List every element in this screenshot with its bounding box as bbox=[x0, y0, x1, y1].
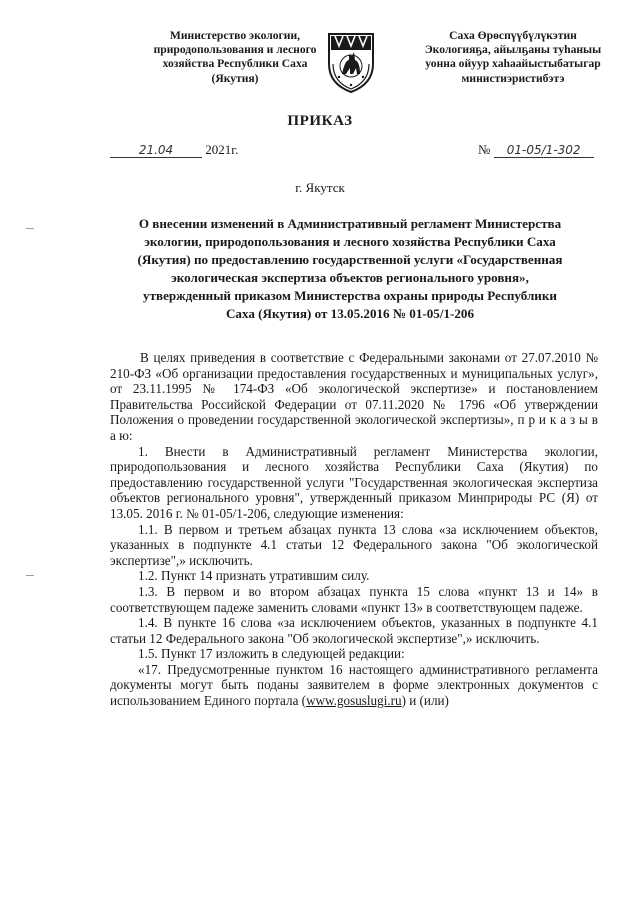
clause-1-4-paragraph: 1.4. В пункте 16 слова «за исключением объектов, указанных в подпункте 4.1 статьи 12 Федерального закона "Об экологической экспертизе",» исключить. bbox=[110, 615, 598, 646]
order-body bbox=[110, 350, 598, 709]
subject-line: экологии, природопользования и лесного хозяйства Республики Саха bbox=[144, 234, 556, 249]
order-date bbox=[110, 142, 238, 158]
clause-1-2-paragraph: 1.2. Пункт 14 признать утратившим силу. bbox=[138, 568, 370, 584]
clause-17-text: «17. Предусмотренные пунктом 16 настоящего административного регламента документы могут быть поданы заявителем в форме электронных документов с использованием Единого портала ( bbox=[110, 661, 598, 709]
subject-line: утвержденный приказом Министерства охраны природы Республики bbox=[143, 288, 557, 303]
scan-mark bbox=[26, 228, 34, 229]
ministry-name-ru-line: природопользования и лесного bbox=[153, 43, 317, 57]
ministry-name-ru-line: Министерство экологии, bbox=[169, 29, 301, 42]
subject-line: (Якутия) по предоставлению государственной услуги «Государственная bbox=[137, 252, 563, 267]
order-subject bbox=[100, 215, 600, 323]
clause-17-paragraph bbox=[110, 662, 598, 709]
city-label: г. Якутск bbox=[295, 180, 345, 195]
ministry-name-sah-line: Экологияҕа, айылҕаны туһаныы bbox=[424, 43, 602, 57]
scan-mark bbox=[26, 575, 34, 576]
clause-17-text-end: ) и (или) bbox=[401, 693, 449, 709]
document-title: ПРИКАЗ bbox=[287, 113, 353, 129]
number-sign: № bbox=[478, 142, 491, 157]
date-year: 2021г. bbox=[205, 142, 239, 157]
clause-1-1-paragraph: 1.1. В первом и третьем абзацах пункта 13 слова «за исключением объектов, указанных в подпункте 4.1 статьи 12 Федерального закона "Об экологической экспертизе",» исключить. bbox=[110, 521, 598, 568]
subject-line: Саха (Якутия) от 13.05.2016 № 01-05/1-206 bbox=[225, 306, 475, 321]
number-handwritten: 01-05/1-302 bbox=[494, 143, 594, 158]
gosuslugi-link[interactable]: www.gosuslugi.ru bbox=[306, 693, 402, 709]
subject-line: О внесении изменений в Административный регламент Министерства bbox=[138, 216, 562, 231]
ministry-name-sah-line: Саха Өрөспүүбүлүкэтин bbox=[449, 29, 577, 42]
subject-line: экологическая экспертиза объектов регионального уровня», bbox=[171, 270, 529, 285]
ministry-name-sah-line: уонна ойуур хаһаайыстыбатыгар bbox=[425, 57, 601, 71]
ministry-name-yakut bbox=[400, 29, 626, 86]
emblem-icon bbox=[325, 30, 377, 94]
order-number bbox=[478, 142, 594, 158]
clause-1-paragraph: 1. Внести в Административный регламент Министерства экологии, природопользования и лесного хозяйства Республики Саха (Якутия) по предоставлению государственной услуги "Государственная экологическая экспертиза объектов регионального уровня", утвержденный приказом Минприроды РС (Я) от 13.05. 2016 г. № 01-05/1-206, следующие изменения: bbox=[110, 443, 598, 521]
date-handwritten: 21.04 bbox=[110, 143, 202, 158]
clause-1-3-paragraph: 1.3. В первом и во втором абзацах пункта 15 слова «пункт 13 и 14» в соответствующем падеже заменить словами «пункт 13» в соответствующем падеже. bbox=[110, 583, 598, 615]
ministry-name-russian bbox=[150, 29, 320, 86]
ministry-name-sah-line: министиэристибэтэ bbox=[461, 71, 565, 85]
ministry-name-ru-line: хозяйства Республики Саха bbox=[162, 57, 308, 71]
clause-1-5-paragraph: 1.5. Пункт 17 изложить в следующей редакции: bbox=[138, 646, 405, 662]
ministry-name-ru-line: (Якутия) bbox=[211, 71, 259, 85]
preamble-paragraph: В целях приведения в соответствие с Федеральными законами от 27.07.2010 № 210-ФЗ «Об организации предоставления государственных и муниципальных услуг», от 23.11.1995 № 174-ФЗ «Об экологической экспертизе» и постановлением Правительства Российской Федерации от 07.11.2020 № 1796 «Об утверждении Положения о проведении государственной экологической экспертизы», п р и к а з ы в а ю: bbox=[110, 350, 598, 443]
